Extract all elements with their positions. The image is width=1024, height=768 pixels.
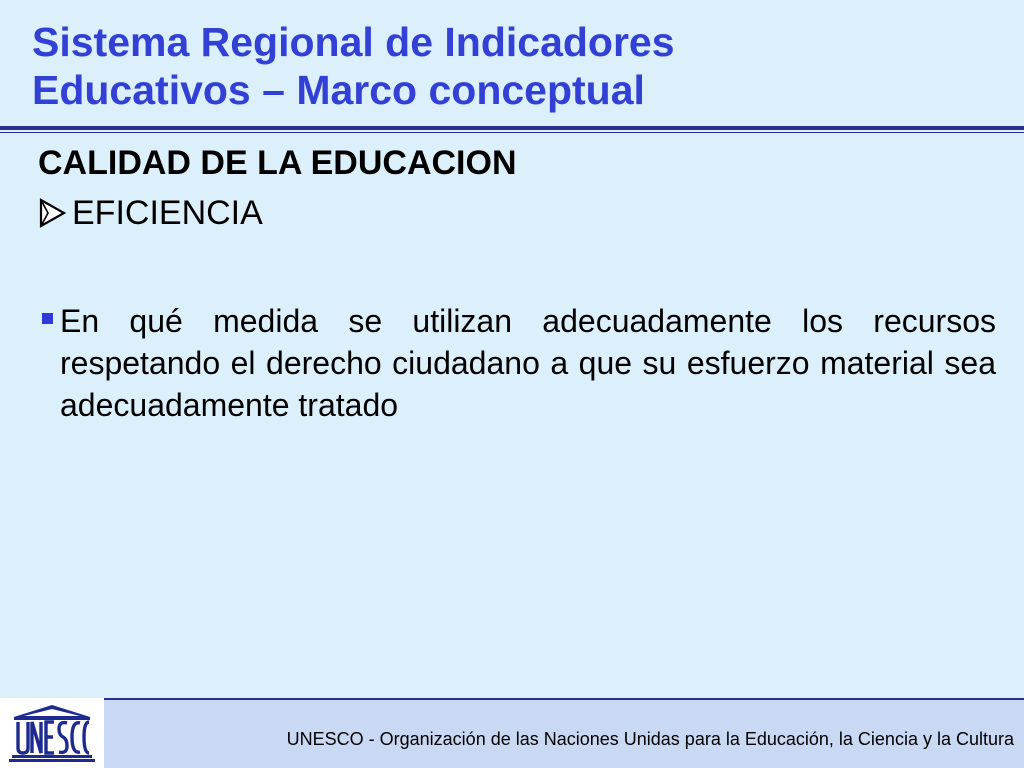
bullet-text: En qué medida se utilizan adecuadamente los recursos respetando el derecho ciudadano a que su esfuerzo material sea adecuadamente tratado (60, 303, 996, 423)
slide-title-line-1: Sistema Regional de Indicadores (32, 19, 675, 65)
footer-logo-area (0, 698, 104, 768)
square-bullet-icon (42, 313, 53, 324)
slide-title-line-2: Educativos – Marco conceptual (32, 67, 645, 113)
sub-heading (38, 193, 263, 233)
slide-title (32, 18, 992, 114)
title-divider-thick (0, 126, 1024, 130)
arrow-bullet-icon (38, 198, 68, 228)
footer (0, 698, 1024, 768)
bullet-item (38, 300, 996, 426)
title-divider-thin (0, 132, 1024, 133)
unesco-logo (8, 704, 96, 762)
footer-text: UNESCO - Organización de las Naciones Unidas para la Educación, la Ciencia y la Cultura (286, 729, 1014, 749)
section-heading: CALIDAD DE LA EDUCACION (38, 144, 517, 182)
footer-bar (104, 698, 1024, 768)
sub-heading-label: EFICIENCIA (72, 194, 263, 232)
